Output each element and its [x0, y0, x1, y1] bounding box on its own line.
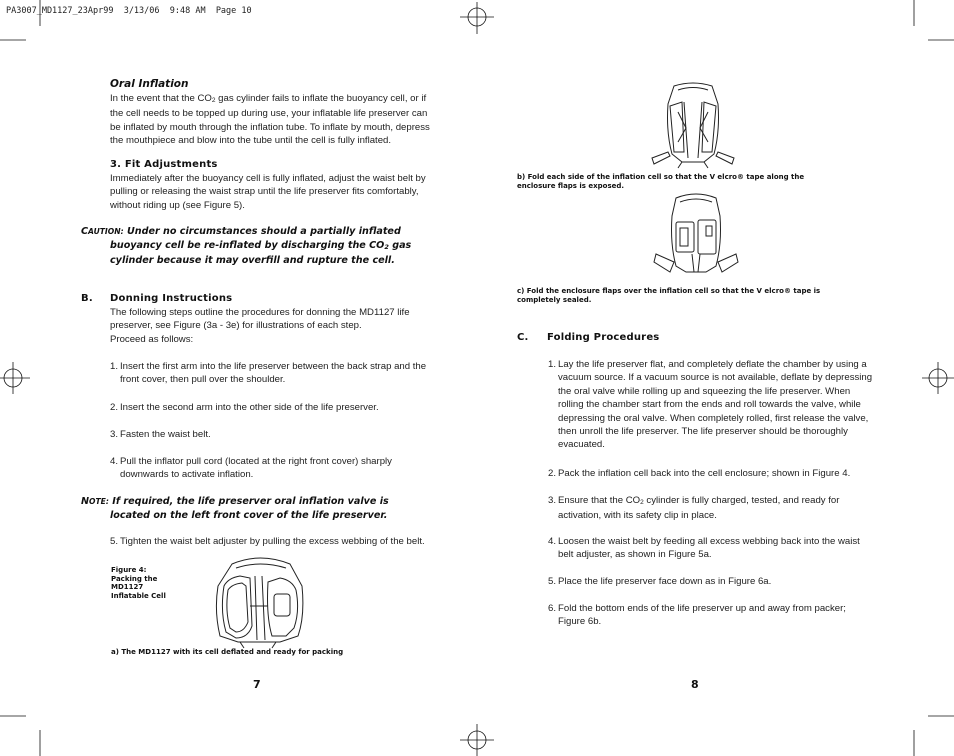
folding-heading: Folding Procedures — [547, 332, 660, 343]
caution-label: CAUTION: — [81, 226, 124, 237]
figure-4-label: Figure 4: Packing the MD1127 Inflatable Cell — [111, 566, 166, 600]
oral-inflation-heading: Oral Inflation — [110, 78, 189, 90]
oral-inflation-text: In the event that the $CO_2$ gas cylinder fails to inflate the buoyancy cell, or if the cell needs to be topped up during use, your inflatable life preserver can be inflated by mouth through the inflation tube. To inflate by mouth, depress the mouthpiece and blow into the tube until the cell is fully inflated. — [110, 93, 430, 147]
figure-4c-caption: c) Fold the enclosure flaps over the inflation cell so that the V elcro® tape is completely sealed. — [517, 287, 821, 304]
fit-adjustments-text: Immediately after the buoyancy cell is fully inflated, adjust the waist belt by pulling or releasing the waist strap until the life preserver fits comfortably, without riding up (see Figure 5). — [110, 173, 426, 211]
caution-note: CAUTION: Under no circumstances should a partially inflated buoyancy cell be re-inflated by discharging the $CO_2$ gas cylinder because it may overfill and rupture the cell. — [81, 226, 412, 267]
fit-adjustments-heading: 3. Fit Adjustments — [110, 159, 218, 170]
note-label: NOTE: — [81, 496, 109, 507]
figure-4c-illustration — [652, 192, 742, 278]
note-block: NOTE: If required, the life preserver oral inflation valve is located on the left front cover of the life preserver. — [81, 496, 389, 521]
figure-4b-caption: b) Fold each side of the inflation cell so that the V elcro® tape along the enclosure flaps is exposed. — [517, 173, 805, 190]
print-slug: PA3007_MD1127_23Apr99 3/13/06 9:48 AM Page 10 — [6, 6, 252, 16]
page-number-left: 7 — [253, 678, 261, 691]
page-number-right: 8 — [691, 678, 699, 691]
donning-letter: B. — [81, 293, 93, 304]
figure-4a-caption: a) The MD1127 with its cell deflated and ready for packing — [111, 648, 344, 656]
folding-letter: C. — [517, 332, 529, 343]
donning-heading: Donning Instructions — [110, 293, 233, 304]
figure-4a-illustration — [210, 556, 310, 648]
figure-4b-illustration — [648, 82, 738, 168]
donning-intro: The following steps outline the procedures for donning the MD1127 life preserver, see Figure (3a - 3e) for illustrations of each step. Proceed as follows: — [110, 307, 410, 345]
